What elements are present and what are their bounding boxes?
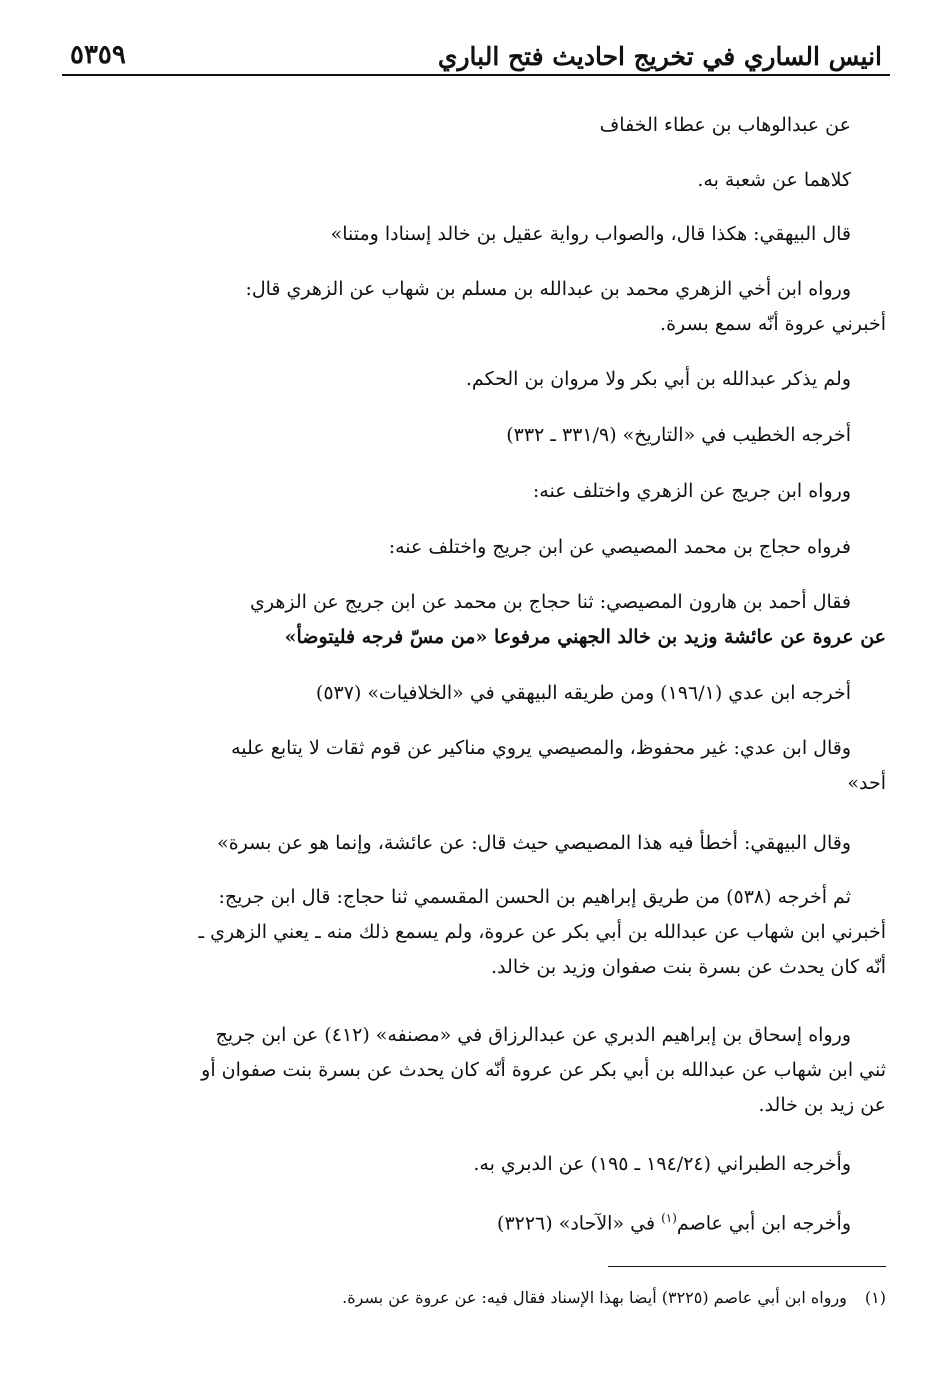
- text-line: وقال البيهقي: أخطأ فيه هذا المصيصي حيث قال: عن عائشة، وإنما هو عن بسرة»: [217, 832, 851, 854]
- paragraph: [62, 418, 851, 453]
- paragraph: [62, 676, 851, 711]
- paragraph-continuation: [62, 307, 886, 342]
- text-line: ورواه إسحاق بن إبراهيم الدبري عن عبدالرزاق في «مصنفه» (٤١٢) عن ابن جريج: [215, 1024, 851, 1046]
- text-line: عن عبدالوهاب بن عطاء الخفاف: [599, 114, 851, 136]
- text-line: أخرجه ابن عدي (١٩٦/١) ومن طريقه البيهقي في «الخلافيات» (٥٣٧): [315, 682, 851, 704]
- paragraph-continuation: [62, 915, 886, 950]
- text-line: وأخرجه ابن أبي عاصم: [676, 1212, 851, 1235]
- text-line: وأخرجه الطبراني (١٩٤/٢٤ ـ ١٩٥) عن الدبري به.: [473, 1153, 851, 1175]
- text-line: وقال ابن عدي: غير محفوظ، والمصيصي يروي مناكير عن قوم ثقات لا يتابع عليه: [231, 737, 851, 759]
- book-title: انيس الساري في تخريج احاديث فتح الباري: [437, 42, 882, 71]
- paragraph: [62, 585, 851, 620]
- text-line: أنّه كان يحدث عن بسرة بنت صفوان وزيد بن خالد.: [491, 956, 886, 978]
- paragraph: [62, 108, 851, 143]
- running-header: [62, 38, 890, 76]
- text-line: فقال أحمد بن هارون المصيصي: ثنا حجاج بن محمد عن ابن جريج عن الزهري: [250, 591, 851, 613]
- text-line: أخبرني ابن شهاب عن عبدالله بن أبي بكر عن عروة، ولم يسمع ذلك منه ـ يعني الزهري ـ: [198, 921, 886, 943]
- text-line: كلاهما عن شعبة به.: [697, 169, 851, 191]
- paragraph: [62, 217, 851, 252]
- paragraph: [62, 826, 851, 861]
- text-line: ولم يذكر عبدالله بن أبي بكر ولا مروان بن الحكم.: [465, 368, 851, 390]
- text-line: عن زيد بن خالد.: [758, 1094, 886, 1116]
- paragraph: [62, 1147, 851, 1182]
- text-line: عن عروة عن عائشة وزيد بن خالد الجهني مرفوعا «من مسّ فرجه فليتوضأ»: [284, 626, 886, 648]
- paragraph-continuation: [62, 1088, 886, 1123]
- footnote-separator: [608, 1266, 886, 1267]
- paragraph: [62, 880, 851, 915]
- paragraph-continuation: [62, 950, 886, 985]
- footnote: [62, 1284, 886, 1312]
- paragraph: [62, 530, 851, 565]
- text-line: فرواه حجاج بن محمد المصيصي عن ابن جريج واختلف عنه:: [388, 536, 851, 558]
- paragraph-continuation: [62, 620, 886, 655]
- text-line: ورواه ابن جريج عن الزهري واختلف عنه:: [532, 480, 851, 502]
- footnote-mark: (١): [864, 1288, 886, 1307]
- footnote-reference[interactable]: (١): [661, 1211, 677, 1225]
- paragraph: [62, 731, 851, 766]
- page-number: ٥٣٥٩: [70, 40, 126, 70]
- footnote-text: ورواه ابن أبي عاصم (٣٢٢٥) أيضا بهذا الإسناد فقال فيه: عن عروة عن بسرة.: [342, 1288, 847, 1307]
- text-line: أحد»: [847, 772, 886, 794]
- paragraph: [62, 163, 851, 198]
- text-line: قال البيهقي: هكذا قال، والصواب رواية عقيل بن خالد إسنادا ومتنا»: [330, 223, 851, 245]
- paragraph-continuation: [62, 766, 886, 801]
- paragraph: [62, 1201, 851, 1241]
- paragraph: [62, 362, 851, 397]
- text-line: ثني ابن شهاب عن عبدالله بن أبي بكر عن عروة أنّه كان يحدث عن بسرة بنت صفوان أو: [201, 1059, 886, 1081]
- paragraph: [62, 474, 851, 509]
- text-line: أخرجه الخطيب في «التاريخ» (٣٣١/٩ ـ ٣٣٢): [506, 424, 851, 446]
- paragraph: [62, 1018, 851, 1053]
- text-line: ثم أخرجه (٥٣٨) من طريق إبراهيم بن الحسن المقسمي ثنا حجاج: قال ابن جريج:: [218, 886, 851, 908]
- text-line: أخبرني عروة أنّه سمع بسرة.: [660, 313, 886, 335]
- text-line: ورواه ابن أخي الزهري محمد بن عبدالله بن مسلم بن شهاب عن الزهري قال:: [245, 278, 851, 300]
- text-line: في «الآحاد» (٣٢٢٦): [497, 1212, 656, 1235]
- paragraph-continuation: [62, 1053, 886, 1088]
- paragraph: [62, 272, 851, 307]
